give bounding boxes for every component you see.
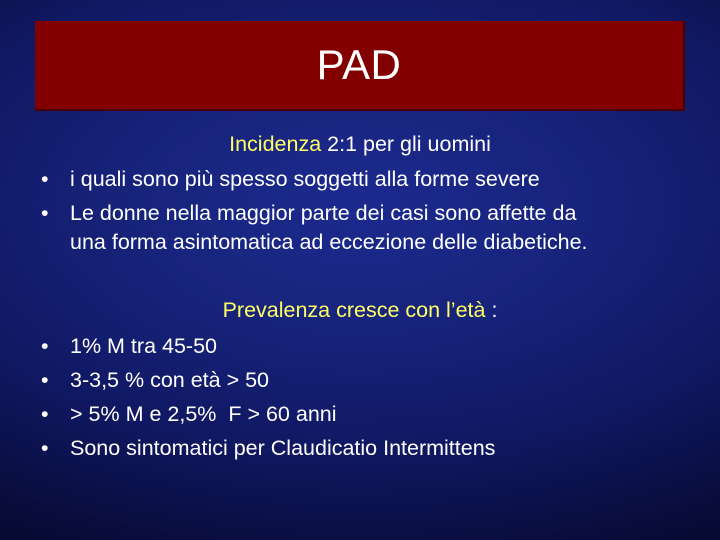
bullet-icon: • — [41, 402, 49, 426]
bullet-icon: • — [41, 334, 49, 358]
bullet-icon: • — [41, 368, 49, 392]
incidence-bullet-1: i quali sono più spesso soggetti alla forme severe — [70, 167, 540, 191]
incidence-value: 2:1 per gli uomini — [321, 132, 491, 156]
slide-title: PAD — [316, 41, 402, 88]
title-bar — [35, 21, 685, 111]
incidence-bullet-2-line-1: Le donne nella maggior parte dei casi sono affette da — [70, 201, 577, 225]
prevalence-bullet-3: > 5% M e 2,5% F > 60 anni — [70, 402, 337, 426]
incidence-heading — [0, 132, 720, 157]
bullet-icon: • — [41, 436, 49, 460]
prevalence-bullet-1: 1% M tra 45-50 — [70, 334, 217, 358]
prevalence-label: Prevalenza cresce con l’età — [222, 298, 486, 322]
incidence-label: Incidenza — [229, 132, 322, 156]
bullet-icon: • — [41, 167, 49, 191]
incidence-bullet-2-line-2: una forma asintomatica ad eccezione delle diabetiche. — [70, 230, 588, 254]
prevalence-bullet-4: Sono sintomatici per Claudicatio Intermittens — [70, 436, 496, 460]
prevalence-suffix: : — [485, 298, 498, 322]
prevalence-heading — [0, 298, 720, 323]
bullet-icon: • — [41, 201, 49, 225]
prevalence-bullet-2: 3-3,5 % con età > 50 — [70, 368, 270, 392]
